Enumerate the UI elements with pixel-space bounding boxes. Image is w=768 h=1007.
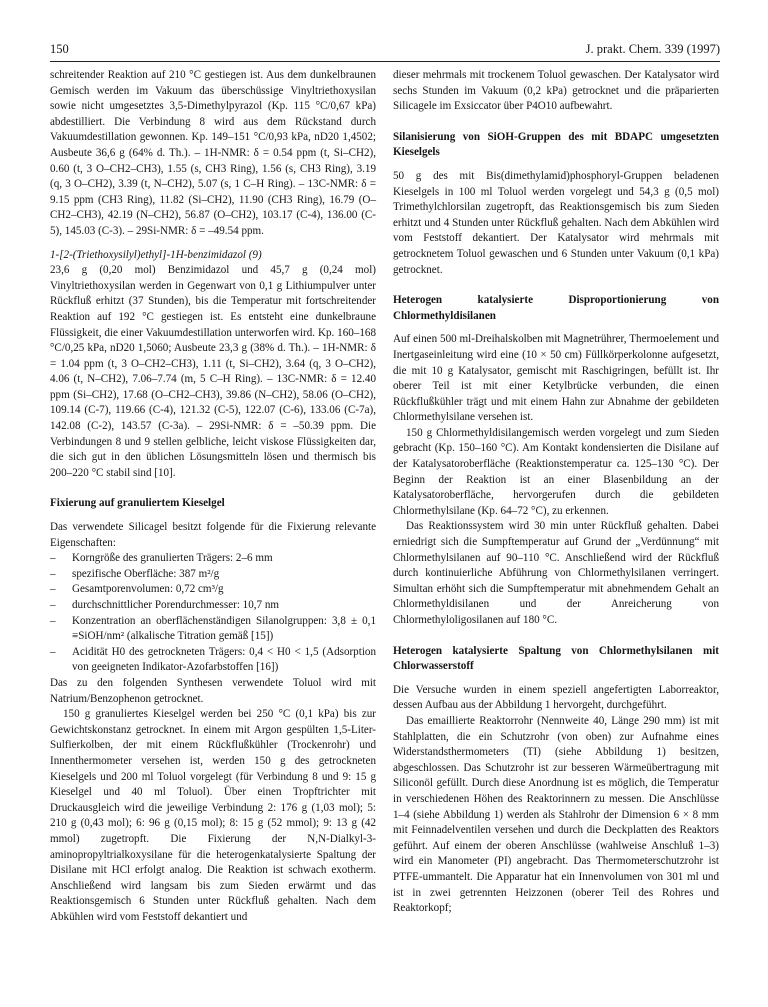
page-number: 150 [50, 42, 69, 56]
section-disproportionierung-paragraph-1: Auf einen 500 ml-Dreihalskolben mit Magnetrührer, Thermoelement und Inertgaseinleitung wird eine (10 × 50 cm) Füllkörperkolonne aufgesetzt, die mit 10 g Katalysator, gemischt mit Raschigringen, befüllt ist. Ihr oberer Teil ist mit einer Ketylbrücke verbunden, die einen Rückflußkühler trägt und mit einem Hahn zur Abnahme der gebildeten Chlormethylsilane versehen ist. [393, 333, 719, 424]
section-spaltung-paragraph-1: Die Versuche wurden in einem speziell angefertigten Laborreaktor, dessen Aufbau aus der Abbildung 1 hervorgeht, durchgeführt. [393, 683, 719, 712]
section-heading-fixierung: Fixierung auf granuliertem Kieselgel [50, 497, 225, 510]
property-item: – durchschnittlicher Porendurchmesser: 10,7 nm [50, 598, 376, 614]
section-spaltung-paragraph-2: Das emaillierte Reaktorrohr (Nennweite 40, Länge 290 mm) ist mit Stahlplatten, die ein Schutzrohr (von oben) zur Aufnahme eines Widerstandsthermometers (TI) (siehe Abbildung 1) besitzen, abgeschlossen. Das Schutzrohr ist zur besseren Wärmeübertragung mit Siliconöl gefüllt. Durch diese Anordnung ist es möglich, die Temperatur in verschiedenen Höhen des Reaktorinnern zu messen. Die Anschlüsse 1–4 (siehe Abbildung 1) werden als Stahlrohr der Dimension 6 × 8 mm mit Feinnadelventilen versehen und durch die Deckplatten des Reaktors geführt. Auf einem der oberen Anschlüsse (wahlweise Anschluß 1–3) wird ein Manometer (PI) angebracht. Das Thermometerschutzrohr ist PTFE-ummantelt. Die Apparatur hat ein Innenvolumen von 301 ml und ist in zwei getrennten Heizzonen (oberer Teil des Rohres und Reaktorkopf; [393, 714, 719, 915]
property-item: – Konzentration an oberflächenständigen Silanolgruppen: 3,8 ± 0,1 ≡SiOH/nm² (alkalische Titration gemäß [15]) [50, 614, 376, 645]
section-fixierung-intro: Das verwendete Silicagel besitzt folgende für die Fixierung relevante Eigenschaften: [50, 521, 376, 549]
intro-paragraph: schreitender Reaktion auf 210 °C gestiegen ist. Aus dem dunkelbraunen Gemisch werden im Vakuum das überschüssige Vinyltriethoxysilan sowie nicht umgesetztes 3,5-Dimethylpyrazol (Kp. 115 °C/0,67 kPa) abdestilliert. Die Verbindung 8 wird aus dem Rückstand durch Vakuumdestillation gewonnen. Kp. 149–151 °C/0,93 kPa, nD20 1,4502; Ausbeute 36,6 g (64% d. Th.). – 1H-NMR: δ = 0.54 ppm (t, Si–CH2), 0.60 (t, 3 O–CH2–CH3), 1.55 (s, CH3 Ring), 1.56 (s, CH3 Ring), 3.19 (q, 3 O–CH2), 3.39 (t, N–CH2), 5.07 (s, 1 C–H Ring). – 13C-NMR: δ = 9.15 ppm (CH3 Ring), 11.82 (Si–CH2), 11.90 (CH3 Ring), 16.79 (O–CH2–CH3), 42.19 (N–CH2), 56.87 (O–CH2), 103.17 (C-4), 136.00 (C-5), 145.03 (C-3). – 29Si-NMR: δ = –49.54 ppm. [50, 69, 376, 237]
running-header [50, 42, 720, 60]
section-fixierung-after: Das zu den folgenden Synthesen verwendete Toluol wird mit Natrium/Benzophenon getrocknet. [50, 676, 376, 705]
compound-9-heading: 1-[2-(Triethoxysilyl)ethyl]-1H-benzimidazol (9) [50, 248, 262, 261]
section-disproportionierung-paragraph-2: 150 g Chlormethyldisilangemisch werden vorgelegt und zum Sieden gebracht (Kp. 150–160 °C). Am Kontakt kondensierten die Disilane auf der Katalysatoroberfläche (Reaktionstemperatur ca. 125–130 °C). Der Beginn der Reaktion ist an einer Blasenbildung an der Katalysatoroberfläche, hervorgerufen durch die gebildeten Chlormethylsilane (Kp. 64–72 °C), zu erkennen. [393, 426, 719, 517]
section-fixierung-paragraph: 150 g granuliertes Kieselgel werden bei 250 °C (0,1 kPa) bis zur Gewichtskonstanz getrocknet. In einem mit Argon gespülten 1,5-Liter-Sulfierkolben, der mit einem Rückflußkühler (Trockenrohr) und Innenthermometer versehen ist, werden 150 g des getrockneten Kieselgels und 200 ml Toluol vorgelegt (für Verbindung 8 und 9: 15 g Kieselgel und 40 ml Toluol). Über einen Tropftrichter mit Druckausgleich wird die jeweilige Verbindung 2: 176 g (1,03 mol); 5: 210 g (0,43 mol); 6: 96 g (0,15 mol); 8: 15 g (52 mmol); 9: 13 g (42 mmol) zugetropft. Die Fixierung der N,N-Dialkyl-3-aminopropyltrialkoxysilane für die heterogenkatalysierte Spaltung der Disilane mit HCl erfolgt analog. Die Reaktion ist schwach exotherm. Anschließend wird langsam bis zum Sieden erwärmt und das Reaktionsgemisch 6 Stunden unter Rückfluß gehalten. Nach dem Abkühlen wird vom Feststoff dekantiert und [50, 708, 376, 923]
continuation-paragraph: dieser mehrmals mit trockenem Toluol gewaschen. Der Katalysator wird sechs Stunden im Vakuum (0,2 kPa) getrocknet und die präparierten Silicagele im Exsiccator über P4O10 aufbewahrt. [393, 69, 719, 113]
header-rule [50, 61, 720, 62]
property-list [50, 551, 376, 676]
journal-reference: J. prakt. Chem. 339 (1997) [585, 42, 720, 56]
section-silanisierung-paragraph: 50 g des mit Bis(dimethylamid)phosphoryl-Gruppen beladenen Kieselgels in 100 ml Toluol werden vorgelegt und 54,3 g (0,5 mol) Trimethylchlorsilan zugetropft, das Reaktionsgemisch bis zum Sieden erhitzt und 4 Stunden unter Rückfluß gehalten. Nach dem Abkühlen wird vom Feststoff dekantiert. Der Katalysator wird mehrmals mit getrocknetem Toluol gewaschen und 6 Stunden unter Vakuum (0,1 kPa) getrocknet. [393, 169, 719, 276]
property-item: – Acidität H0 des getrockneten Trägers: 0,4 < H0 < 1,5 (Adsorption von geeigneten Indikator-Azofarbstoffen [16]) [50, 645, 376, 676]
right-column [393, 68, 719, 917]
property-item: – spezifische Oberfläche: 387 m²/g [50, 567, 376, 583]
section-heading-silanisierung: Silanisierung von SiOH-Gruppen des mit BDAPC umgesetzten Kieselgels [393, 130, 719, 159]
section-heading-disproportionierung: Heterogen katalysierte Disproportionierung von Chlormethyldisilanen [393, 294, 719, 322]
compound-9-paragraph: 23,6 g (0,20 mol) Benzimidazol und 45,7 g (0,24 mol) Vinyltriethoxysilan werden in Gegenwart von 0,1 g Lithiumpulver unter Rückfluß erhitzt (37 Stunden), bis die Temperatur mit fortschreitender Reaktion auf 192 °C gestiegen ist. Es entsteht eine dunkelbraune Flüssigkeit, die einer Vakuumdestillation unterworfen wird. Kp. 160–168 °C/0,25 kPa, nD20 1,5060; Ausbeute 23,3 g (38% d. Th.). – 1H-NMR: δ = 1.04 ppm (t, 3 O–CH2–CH3), 1.11 (t, Si–CH2), 3.64 (q, 3 O–CH2), 4.06 (t, N–CH2), 7.06–7.74 (m, 5 C–H Ring). – 13C-NMR: δ = 12.40 ppm (Si–CH2), 17.68 (O–CH2–CH3), 39.86 (N–CH2), 58.06 (O–CH2), 109.14 (C-7), 119.66 (C-4), 121.32 (C-5), 122.07 (C-6), 133.06 (C-7a), 142.08 (C-2), 143.57 (C-3a). – 29Si-NMR: δ = –50.39 ppm. Die Verbindungen 8 und 9 stellen gelbliche, leicht viskose Flüssigkeiten dar, die sich gut in den üblichen Lösungsmitteln lösen und thermisch bis 200–220 °C stabil sind [10]. [50, 264, 376, 479]
section-disproportionierung-paragraph-3: Das Reaktionssystem wird 30 min unter Rückfluß gehalten. Dabei erniedrigt sich die Sumpftemperatur auf Grund der „Verdünnung“ mit Chlormethylsilanen auf 90–110 °C. Anschließend wird der Rückfluß durch kontinuierliche Abführung von Chlormethylsilanen verringert. Simultan erhöht sich die Sumpftemperatur mit abnehmendem Gehalt an Chlormethyldisilanen und der Anreicherung von Chlormethyloligosilanen auf 180 °C. [393, 520, 719, 626]
property-item: – Korngröße des granulierten Trägers: 2–6 mm [50, 551, 376, 567]
section-heading-spaltung: Heterogen katalysierte Spaltung von Chlormethylsilanen mit Chlorwasserstoff [393, 644, 719, 673]
property-item: – Gesamtporenvolumen: 0,72 cm³/g [50, 582, 376, 598]
left-column [50, 68, 376, 925]
